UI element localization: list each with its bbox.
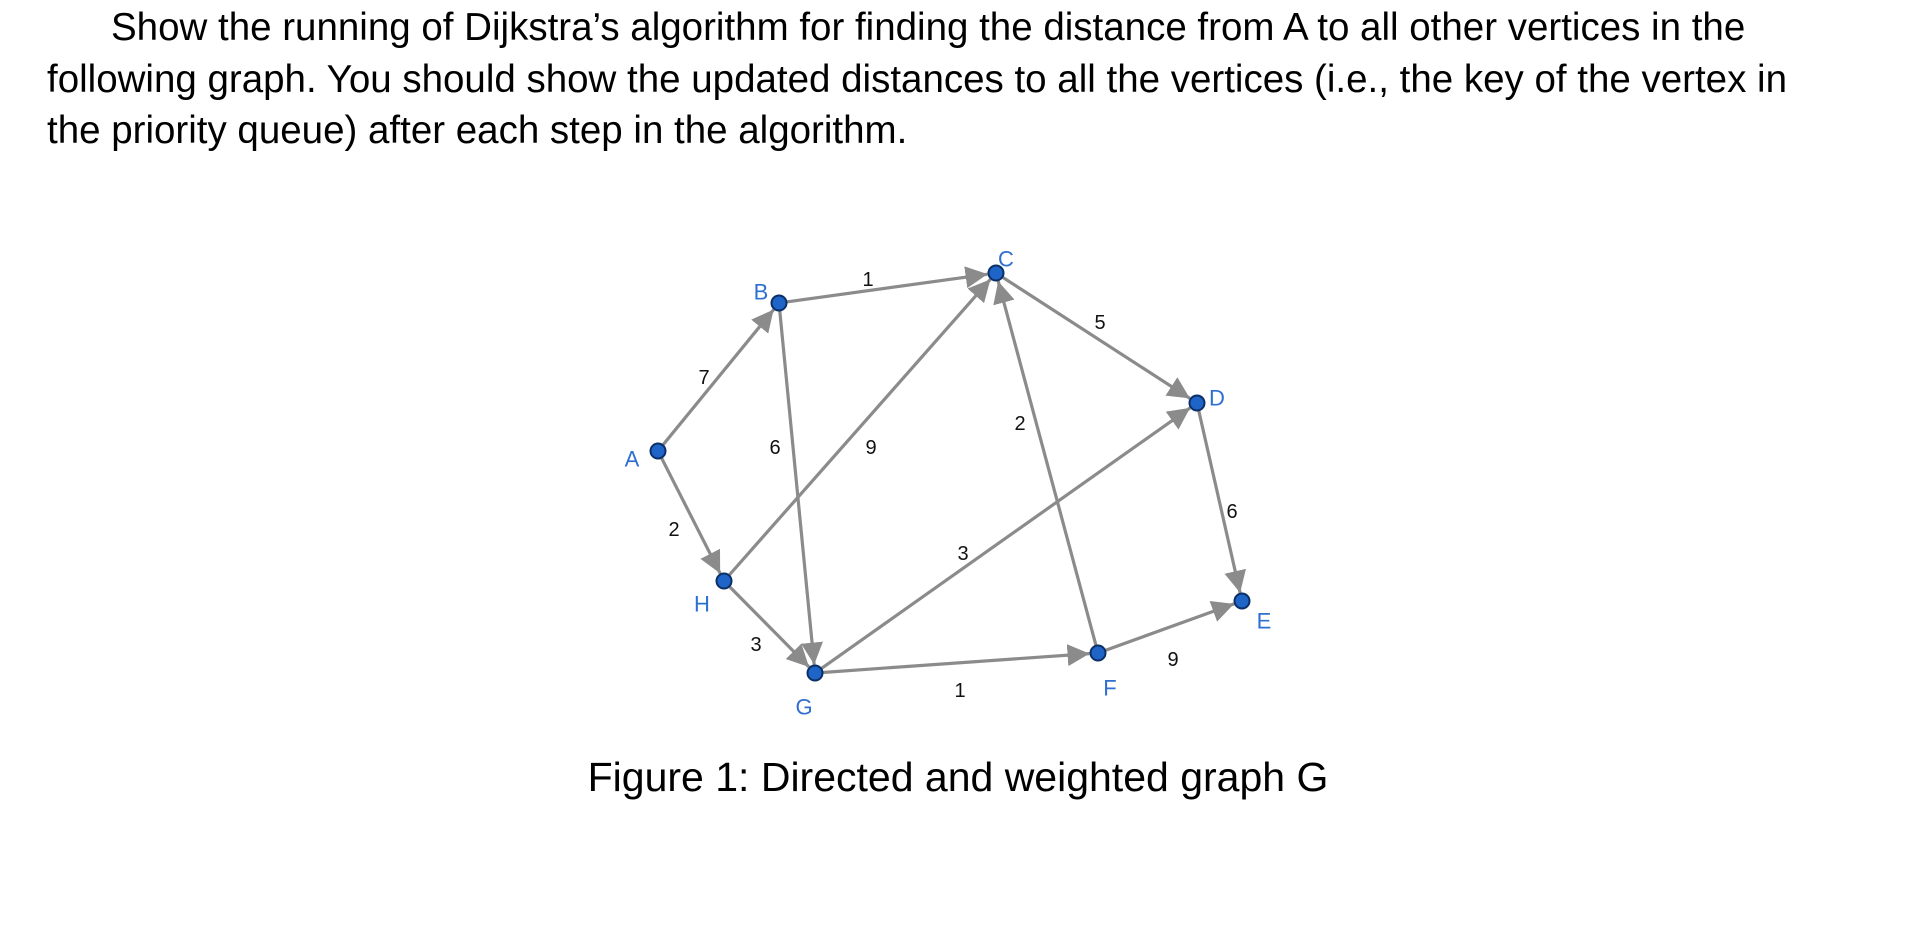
vertex-a: [651, 444, 666, 459]
edge-h-c: [729, 279, 990, 575]
edges-layer: [661, 274, 1240, 672]
edge-weight-f-e: 9: [1167, 649, 1179, 671]
edge-weight-h-g: 3: [750, 634, 762, 656]
edge-a-h: [661, 458, 720, 574]
edge-f-e: [1105, 604, 1234, 651]
figure-caption: Figure 1: Directed and weighted graph G: [587, 754, 1329, 800]
vertex-label-e: E: [1256, 608, 1272, 634]
vertex-g: [808, 666, 823, 681]
vertex-label-f: F: [1103, 675, 1117, 701]
edge-b-c: [786, 274, 987, 302]
vertex-f: [1091, 646, 1106, 661]
edge-weight-d-e: 6: [1226, 501, 1238, 523]
vertex-label-h: H: [694, 591, 710, 617]
vertex-d: [1190, 396, 1205, 411]
vertex-label-g: G: [795, 694, 813, 720]
vertex-h: [717, 574, 732, 589]
edge-weight-a-h: 2: [668, 519, 680, 541]
edge-weight-h-c: 9: [865, 437, 877, 459]
edge-weight-c-d: 5: [1094, 312, 1106, 334]
edge-h-g: [729, 586, 809, 667]
edge-weight-g-f: 1: [954, 680, 966, 702]
edge-weight-b-c: 1: [862, 269, 874, 291]
edge-c-d: [1002, 277, 1190, 398]
edge-g-f: [822, 654, 1089, 673]
vertex-label-c: C: [998, 246, 1014, 272]
edge-weight-g-d: 3: [957, 543, 969, 565]
edge-weight-a-b: 7: [698, 367, 710, 389]
edge-f-c: [998, 281, 1096, 646]
vertex-b: [772, 296, 787, 311]
vertex-label-b: B: [753, 279, 769, 305]
edge-a-b: [663, 310, 774, 446]
vertex-label-d: D: [1209, 385, 1225, 411]
edge-b-g: [780, 310, 814, 664]
edge-weight-b-g: 6: [769, 437, 781, 459]
problem-statement: Show the running of Dijkstra’s algorithm for finding the distance from A to all other vertices in the following graph. You should show the updated distances to all the vertices (i.e., the key of the vertex in the priority queue) after each step in the algorithm.: [47, 6, 1787, 152]
vertex-label-a: A: [624, 446, 640, 472]
vertex-e: [1235, 594, 1250, 609]
edge-weight-f-c: 2: [1014, 413, 1026, 435]
nodes-layer: [651, 266, 1250, 681]
